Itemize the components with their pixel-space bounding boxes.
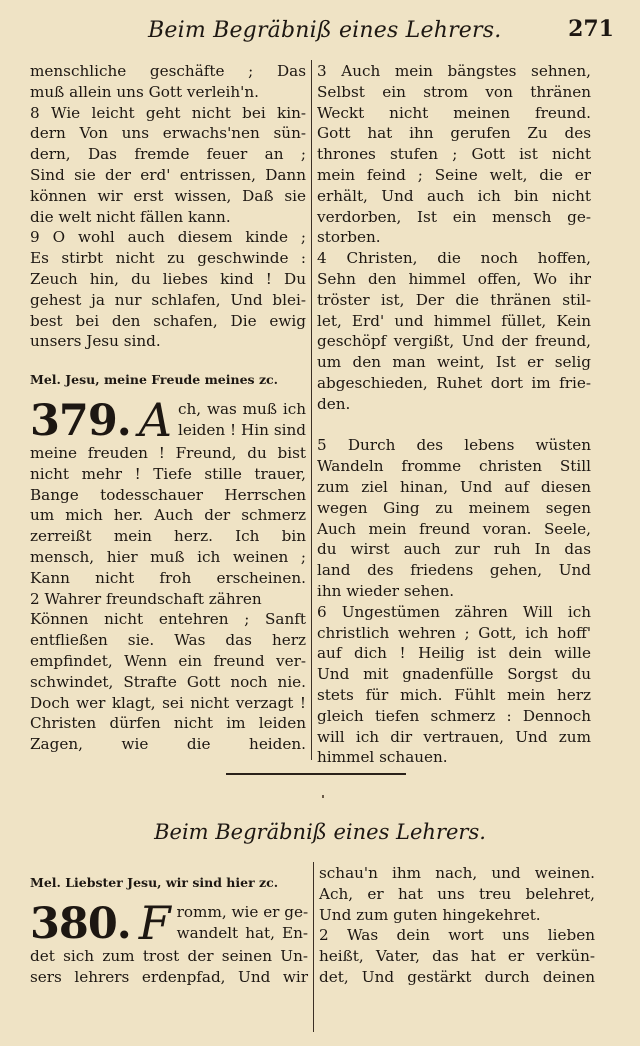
text-line: meine freuden ! Freund, du bist xyxy=(30,443,306,462)
text-line: um mich her. Auch der schmerz xyxy=(30,506,306,525)
text-line: det sich zum trost der seinen Un- xyxy=(30,946,308,965)
text-line: nicht mehr ! Tiefe stille trauer, xyxy=(30,464,306,483)
text-line: Bange todesschauer Herrschen xyxy=(30,485,306,504)
text-line: Es stirbt nicht zu geschwinde : xyxy=(30,249,306,268)
column-divider xyxy=(311,60,312,760)
text-line: Christen dürfen nicht im leiden xyxy=(30,714,306,733)
column-divider xyxy=(313,862,314,1032)
text-line: leiden ! Hin sind xyxy=(177,420,306,439)
drop-cap: A xyxy=(138,392,172,447)
text-line: menschliche geschäfte ; Das xyxy=(30,62,306,80)
text-line: unsers Jesu sind. xyxy=(30,332,161,351)
hymn-number: 380. xyxy=(30,898,131,949)
text-line xyxy=(317,415,591,436)
text-line: auf dich ! Heilig ist dein wille xyxy=(317,644,591,663)
text-line: Zeuch hin, du liebes kind ! Du xyxy=(30,269,306,288)
text-line: gehest ja nur schlafen, Und blei- xyxy=(30,290,306,309)
text-line: die welt nicht fällen kann. xyxy=(30,207,231,226)
text-line: 3 Auch mein bängstes sehnen, xyxy=(317,62,591,80)
text-line: Selbst ein strom von thränen xyxy=(317,82,591,101)
text-line: sers lehrers erdenpfad, Und wir xyxy=(30,967,308,986)
text-line: heißt, Vater, das hat er verkün- xyxy=(319,947,595,966)
melody-line: Mel. Jesu, meine Freude meines zc. xyxy=(30,372,279,388)
melody-line: Mel. Liebster Jesu, wir sind hier zc. xyxy=(30,875,279,890)
text-line: mein feind ; Seine welt, die er xyxy=(317,165,591,184)
text-line: können wir erst wissen, Daß sie xyxy=(30,186,306,205)
ink-mark xyxy=(322,795,324,798)
text-line: Wandeln fromme christen Still xyxy=(317,457,591,476)
text-line: Und zum guten hingekehret. xyxy=(319,905,541,924)
text-line: 6 Ungestümen zähren Will ich xyxy=(317,602,591,621)
text-line: wegen Ging zu meinem segen xyxy=(317,498,591,517)
text-line: um den man weint, Ist er selig xyxy=(317,353,591,372)
text-line: land des friedens gehen, Und xyxy=(317,561,591,580)
text-line: Sehn den himmel offen, Wo ihr xyxy=(317,269,591,288)
text-line: empfindet, Wenn ein freund ver- xyxy=(30,651,306,670)
left-column xyxy=(30,61,306,797)
text-line: Und mit gnadenfülle Sorgst du xyxy=(317,665,591,684)
text-line: dern Von uns erwachs'nen sün- xyxy=(30,124,306,143)
text-line: romm, wie er ge- xyxy=(176,902,309,921)
text-line: abgeschieden, Ruhet dort im frie- xyxy=(317,373,591,392)
text-line: entfließen sie. Was das herz xyxy=(30,631,306,650)
text-line: muß allein uns Gott verleih'n. xyxy=(30,82,259,101)
text-line: 4 Christen, die noch hoffen, xyxy=(317,249,591,268)
text-line: tröster ist, Der die thränen stil- xyxy=(317,290,591,309)
section-title: Beim Begräbniß eines Lehrers. xyxy=(154,820,486,844)
hymn-number: 379. xyxy=(30,395,131,446)
lower-right-column xyxy=(319,863,595,988)
text-line: Gott hat ihn gerufen Zu des xyxy=(317,124,591,143)
text-line: stets für mich. Fühlt mein herz xyxy=(317,685,591,704)
text-line: du wirst auch zur ruh In das xyxy=(317,540,591,559)
text-line: 2 Wahrer freundschaft zähren xyxy=(30,589,262,608)
text-line: Zagen, wie die heiden. xyxy=(30,735,306,754)
text-line: storben. xyxy=(317,228,381,247)
text-line: zum ziel hinan, Und auf diesen xyxy=(317,477,591,496)
text-line: schau'n ihm nach, und weinen. xyxy=(319,864,595,882)
text-line: 9 O wohl auch diesem kinde ; xyxy=(30,228,306,247)
text-line: Ach, er hat uns treu belehret, xyxy=(319,884,595,903)
text-line: let, Erd' und himmel füllet, Kein xyxy=(317,311,591,330)
text-line: will ich dir vertrauen, Und zum xyxy=(317,727,591,746)
text-line: himmel schauen. xyxy=(317,748,448,767)
text-line: 5 Durch des lebens wüsten xyxy=(317,436,591,455)
text-line: best bei den schafen, Die ewig xyxy=(30,311,306,330)
text-line: mensch, hier muß ich weinen ; xyxy=(30,547,306,566)
text-line: Kann nicht froh erscheinen. xyxy=(30,568,306,587)
lower-left-column xyxy=(30,873,308,987)
text-line: den. xyxy=(317,394,351,413)
text-line: Sind sie der erd' entrissen, Dann xyxy=(30,165,306,184)
text-line: wandelt hat, En- xyxy=(176,923,308,942)
text-line: zerreißt mein herz. Ich bin xyxy=(30,527,306,546)
text-line: ch, was muß ich xyxy=(177,399,306,418)
text-line: Auch mein freund voran. Seele, xyxy=(317,519,591,538)
text-line: 8 Wie leicht geht nicht bei kin- xyxy=(30,103,306,122)
text-line: det, Und gestärkt durch deinen xyxy=(319,967,595,986)
section-divider-rule xyxy=(226,773,406,775)
text-line: thrones stufen ; Gott ist nicht xyxy=(317,145,591,164)
text-line xyxy=(30,776,306,797)
page-header xyxy=(30,14,614,50)
text-line: ihn wieder sehen. xyxy=(317,581,455,600)
drop-cap: F xyxy=(138,895,171,950)
text-line: Doch wer klagt, sei nicht verzagt ! xyxy=(30,693,306,712)
text-line: verdorben, Ist ein mensch ge- xyxy=(317,207,591,226)
text-line: Weckt nicht meinen freund. xyxy=(317,103,591,122)
text-line: dern, Das fremde feuer an ; xyxy=(30,145,306,164)
hymn-379-start xyxy=(30,392,306,447)
text-line: 2 Was dein wort uns lieben xyxy=(319,926,595,945)
running-title: Beim Begräbniß eines Lehrers. xyxy=(148,18,502,43)
hymn-380-start xyxy=(30,895,309,950)
text-line: Können nicht entehren ; Sanft xyxy=(30,610,306,629)
right-column xyxy=(317,61,591,768)
text-line: gleich tiefen schmerz : Dennoch xyxy=(317,706,591,725)
text-line: christlich wehren ; Gott, ich hoff' xyxy=(317,623,591,642)
page-number: 271 xyxy=(568,16,614,42)
text-line: schwindet, Strafte Gott noch nie. xyxy=(30,672,306,691)
text-line: geschöpf vergißt, Und der freund, xyxy=(317,332,591,351)
text-line: erhält, Und auch ich bin nicht xyxy=(317,186,591,205)
